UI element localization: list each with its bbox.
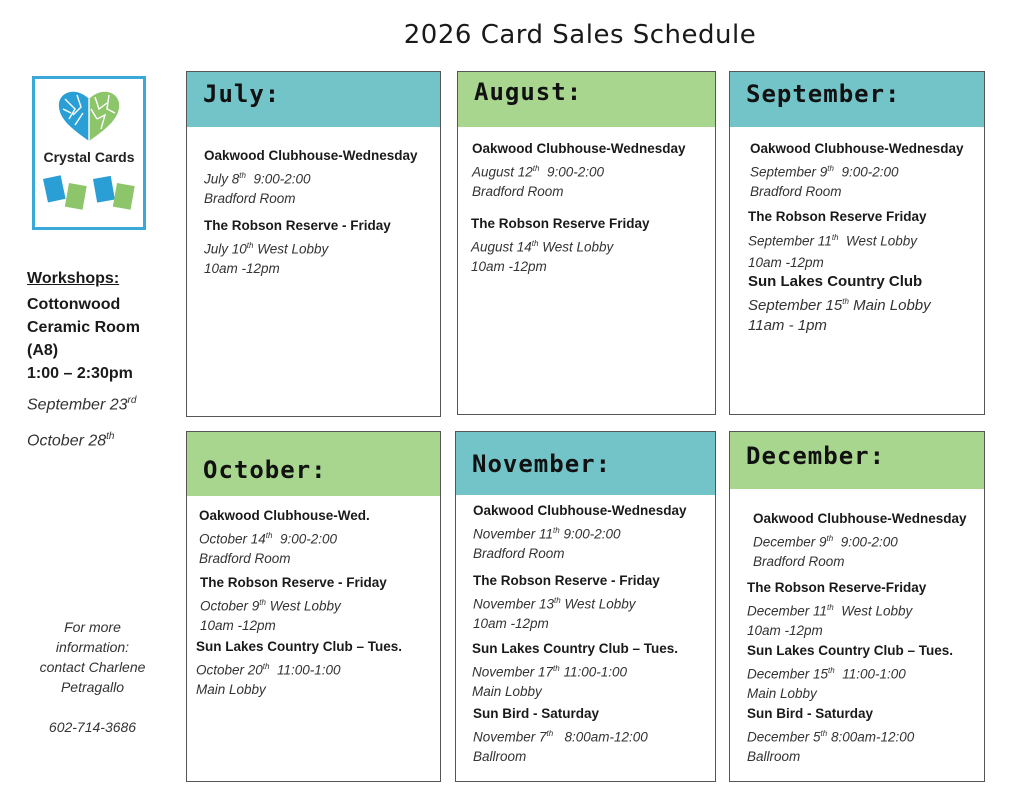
workshops-heading: Workshops: bbox=[27, 270, 120, 287]
event-date bbox=[753, 529, 967, 552]
event bbox=[748, 272, 931, 335]
ordinal-suffix: th bbox=[553, 664, 560, 673]
ordinal-suffix: th bbox=[828, 666, 835, 675]
event bbox=[204, 216, 391, 279]
month-label: October: bbox=[203, 456, 327, 484]
month-header bbox=[730, 72, 984, 127]
event-place: Bradford Room bbox=[753, 554, 845, 569]
event-time: 8:00am-12:00 bbox=[827, 729, 915, 745]
event bbox=[199, 506, 370, 569]
ordinal-suffix: th bbox=[532, 164, 540, 173]
ordinal-suffix: th bbox=[546, 729, 554, 738]
workshop-line: 1:00 – 2:30pm bbox=[27, 365, 133, 382]
event-name: The Robson Reserve - Friday bbox=[473, 573, 660, 588]
event-date bbox=[473, 724, 648, 747]
ordinal-suffix: th bbox=[246, 241, 254, 250]
event-name: Sun Lakes Country Club bbox=[748, 273, 923, 290]
event bbox=[473, 704, 648, 767]
event-name: Oakwood Clubhouse-Wednesday bbox=[753, 511, 967, 526]
event-place: Bradford Room bbox=[199, 551, 291, 566]
event-name: The Robson Reserve Friday bbox=[748, 209, 927, 224]
event-name: Sun Lakes Country Club – Tues. bbox=[472, 641, 679, 656]
event-date-text: November 13 bbox=[473, 596, 555, 612]
event-name: The Robson Reserve - Friday bbox=[204, 218, 391, 233]
event-name: Sun Bird - Saturday bbox=[747, 706, 874, 721]
event-name: The Robson Reserve - Friday bbox=[200, 575, 387, 590]
contact-phone: 602-714-3686 bbox=[48, 719, 137, 735]
ordinal-suffix: th bbox=[259, 598, 266, 607]
event-date bbox=[204, 236, 391, 259]
event-time: Main Lobby bbox=[848, 297, 931, 314]
event bbox=[196, 637, 402, 700]
event-date-text: December 9 bbox=[753, 534, 827, 550]
event-date-text: July 10 bbox=[204, 241, 247, 257]
event-name: Sun Bird - Saturday bbox=[473, 706, 600, 721]
event-time: West Lobby bbox=[560, 596, 636, 612]
event-time: 11:00-1:00 bbox=[559, 664, 628, 680]
ordinal-suffix: th bbox=[826, 534, 834, 543]
month-card-october bbox=[186, 431, 441, 782]
event bbox=[473, 571, 660, 634]
event-name: Oakwood Clubhouse-Wednesday bbox=[204, 148, 418, 163]
contact-line: Petragallo bbox=[60, 679, 125, 695]
month-label: December: bbox=[746, 442, 886, 470]
month-card-september bbox=[729, 71, 985, 415]
event-time: 11:00-1:00 bbox=[834, 666, 906, 682]
event bbox=[747, 704, 914, 767]
event-date-text: October 20 bbox=[196, 662, 263, 678]
month-header bbox=[187, 432, 440, 496]
contact-info bbox=[20, 617, 165, 737]
page-title: 2026 Card Sales Schedule bbox=[403, 20, 757, 50]
event-time: West Lobby bbox=[253, 241, 329, 257]
event-time: 8:00am-12:00 bbox=[553, 729, 648, 745]
contact-line: information: bbox=[55, 639, 130, 655]
event-date bbox=[472, 159, 686, 182]
month-label: September: bbox=[746, 80, 901, 108]
month-header bbox=[187, 72, 440, 127]
event-time: 9:00-2:00 bbox=[539, 164, 605, 180]
event-name: Sun Lakes Country Club – Tues. bbox=[196, 639, 403, 654]
event-date bbox=[196, 657, 402, 680]
workshop-line: (A8) bbox=[27, 342, 59, 359]
workshop-date-text: October 28 bbox=[27, 432, 107, 450]
event-date-text: August 14 bbox=[471, 239, 532, 255]
event-time: West Lobby bbox=[538, 239, 614, 255]
ordinal-suffix: th bbox=[820, 729, 828, 738]
ordinal-suffix: th bbox=[554, 596, 561, 605]
event-name: The Robson Reserve-Friday bbox=[747, 580, 927, 595]
event-place: Bradford Room bbox=[750, 184, 842, 199]
workshops-panel bbox=[27, 270, 177, 458]
event-date-text: November 11 bbox=[473, 526, 554, 542]
contact-line: For more bbox=[64, 619, 121, 635]
event-date-text: July 8 bbox=[204, 171, 240, 187]
workshop-line: Ceramic Room bbox=[27, 319, 140, 336]
contact-line: contact Charlene bbox=[39, 659, 146, 675]
event-date-text: December 5 bbox=[747, 729, 821, 745]
event-date-text: August 12 bbox=[472, 164, 533, 180]
event-date bbox=[747, 661, 953, 684]
event-date bbox=[747, 724, 914, 747]
event bbox=[753, 509, 967, 572]
event-date bbox=[748, 227, 927, 252]
event-time: 9:00-2:00 bbox=[833, 164, 899, 180]
event-time: 9:00-2:00 bbox=[245, 171, 311, 187]
month-card-august bbox=[457, 71, 716, 415]
event-time: 9:00-2:00 bbox=[559, 526, 621, 542]
month-header bbox=[730, 432, 984, 489]
event-time: West Lobby bbox=[838, 233, 918, 249]
event-name: The Robson Reserve Friday bbox=[471, 216, 650, 231]
event-place: 10am -12pm bbox=[747, 623, 823, 638]
event-date bbox=[473, 591, 660, 614]
event-place: Main Lobby bbox=[472, 684, 542, 699]
event-place: Main Lobby bbox=[196, 682, 266, 697]
event-place: 11am - 1pm bbox=[748, 316, 827, 334]
month-header bbox=[458, 72, 715, 127]
month-card-november bbox=[455, 431, 716, 782]
ordinal-suffix: th bbox=[531, 239, 539, 248]
workshop-date-text: September 23 bbox=[27, 396, 128, 414]
event-place: Ballroom bbox=[473, 749, 527, 764]
ordinal-suffix: th bbox=[265, 531, 273, 540]
month-card-december bbox=[729, 431, 985, 782]
event-date bbox=[750, 159, 964, 182]
event-place: 10am -12pm bbox=[200, 618, 276, 633]
month-header bbox=[456, 432, 715, 495]
ordinal-suffix: th bbox=[827, 164, 834, 173]
event-date bbox=[199, 526, 370, 549]
month-label: August: bbox=[474, 78, 583, 106]
event-time: West Lobby bbox=[833, 603, 913, 619]
event-place: 10am -12pm bbox=[748, 254, 824, 270]
event-date bbox=[472, 659, 678, 682]
ordinal-suffix: th bbox=[831, 233, 839, 242]
event-name: Sun Lakes Country Club – Tues. bbox=[747, 643, 954, 658]
event-place: Ballroom bbox=[747, 749, 801, 764]
event-name: Oakwood Clubhouse-Wednesday bbox=[473, 503, 687, 518]
event-date-text: October 14 bbox=[199, 531, 266, 547]
event-place: 10am -12pm bbox=[471, 259, 547, 274]
event-date bbox=[471, 234, 650, 257]
event-date bbox=[200, 593, 387, 616]
ordinal-suffix: th bbox=[239, 171, 246, 180]
event-date-text: December 15 bbox=[747, 666, 829, 682]
ordinal-suffix: rd bbox=[127, 395, 137, 406]
event bbox=[748, 207, 927, 273]
event-place: Bradford Room bbox=[204, 191, 296, 206]
event bbox=[750, 139, 964, 202]
event-time: West Lobby bbox=[265, 598, 341, 614]
event-time: 9:00-2:00 bbox=[833, 534, 898, 550]
workshop-line: Cottonwood bbox=[27, 296, 121, 313]
event-date-text: November 17 bbox=[472, 664, 554, 680]
workshop-date bbox=[27, 385, 177, 421]
event-time: 9:00-2:00 bbox=[272, 531, 338, 547]
event-date-text: December 11 bbox=[747, 603, 828, 619]
event-place: 10am -12pm bbox=[204, 261, 280, 276]
event-date-text: October 9 bbox=[200, 598, 260, 614]
event bbox=[473, 501, 687, 564]
event-place: Bradford Room bbox=[473, 546, 565, 561]
event-date bbox=[748, 292, 931, 316]
event-date-text: September 11 bbox=[748, 233, 832, 249]
ordinal-suffix: th bbox=[553, 526, 560, 535]
month-card-july bbox=[186, 71, 441, 417]
event-date bbox=[473, 521, 687, 544]
crystal-cards-logo bbox=[32, 76, 146, 230]
event bbox=[471, 214, 650, 277]
event-name: Oakwood Clubhouse-Wednesday bbox=[750, 141, 964, 156]
event-date bbox=[204, 166, 418, 189]
ordinal-suffix: th bbox=[106, 431, 115, 443]
event bbox=[472, 139, 686, 202]
event bbox=[747, 641, 953, 704]
event-place: 10am -12pm bbox=[473, 616, 549, 631]
ordinal-suffix: th bbox=[262, 662, 270, 671]
month-label: November: bbox=[472, 450, 612, 478]
event bbox=[200, 573, 387, 636]
event-name: Oakwood Clubhouse-Wed. bbox=[199, 508, 370, 523]
event-date-text: September 9 bbox=[750, 164, 828, 180]
event-date-text: September 15 bbox=[748, 297, 843, 314]
event-date-text: November 7 bbox=[473, 729, 547, 745]
event-name: Oakwood Clubhouse-Wednesday bbox=[472, 141, 686, 156]
event-place: Bradford Room bbox=[472, 184, 564, 199]
event-place: Main Lobby bbox=[747, 686, 817, 701]
event-time: 11:00-1:00 bbox=[269, 662, 341, 678]
event bbox=[747, 578, 926, 641]
ordinal-suffix: th bbox=[827, 603, 834, 612]
ordinal-suffix: th bbox=[842, 297, 849, 306]
workshop-date bbox=[27, 421, 177, 457]
logo-text: Crystal Cards bbox=[43, 149, 135, 165]
event bbox=[472, 639, 678, 702]
event-date bbox=[747, 598, 926, 621]
event bbox=[204, 146, 418, 209]
month-label: July: bbox=[203, 80, 281, 108]
